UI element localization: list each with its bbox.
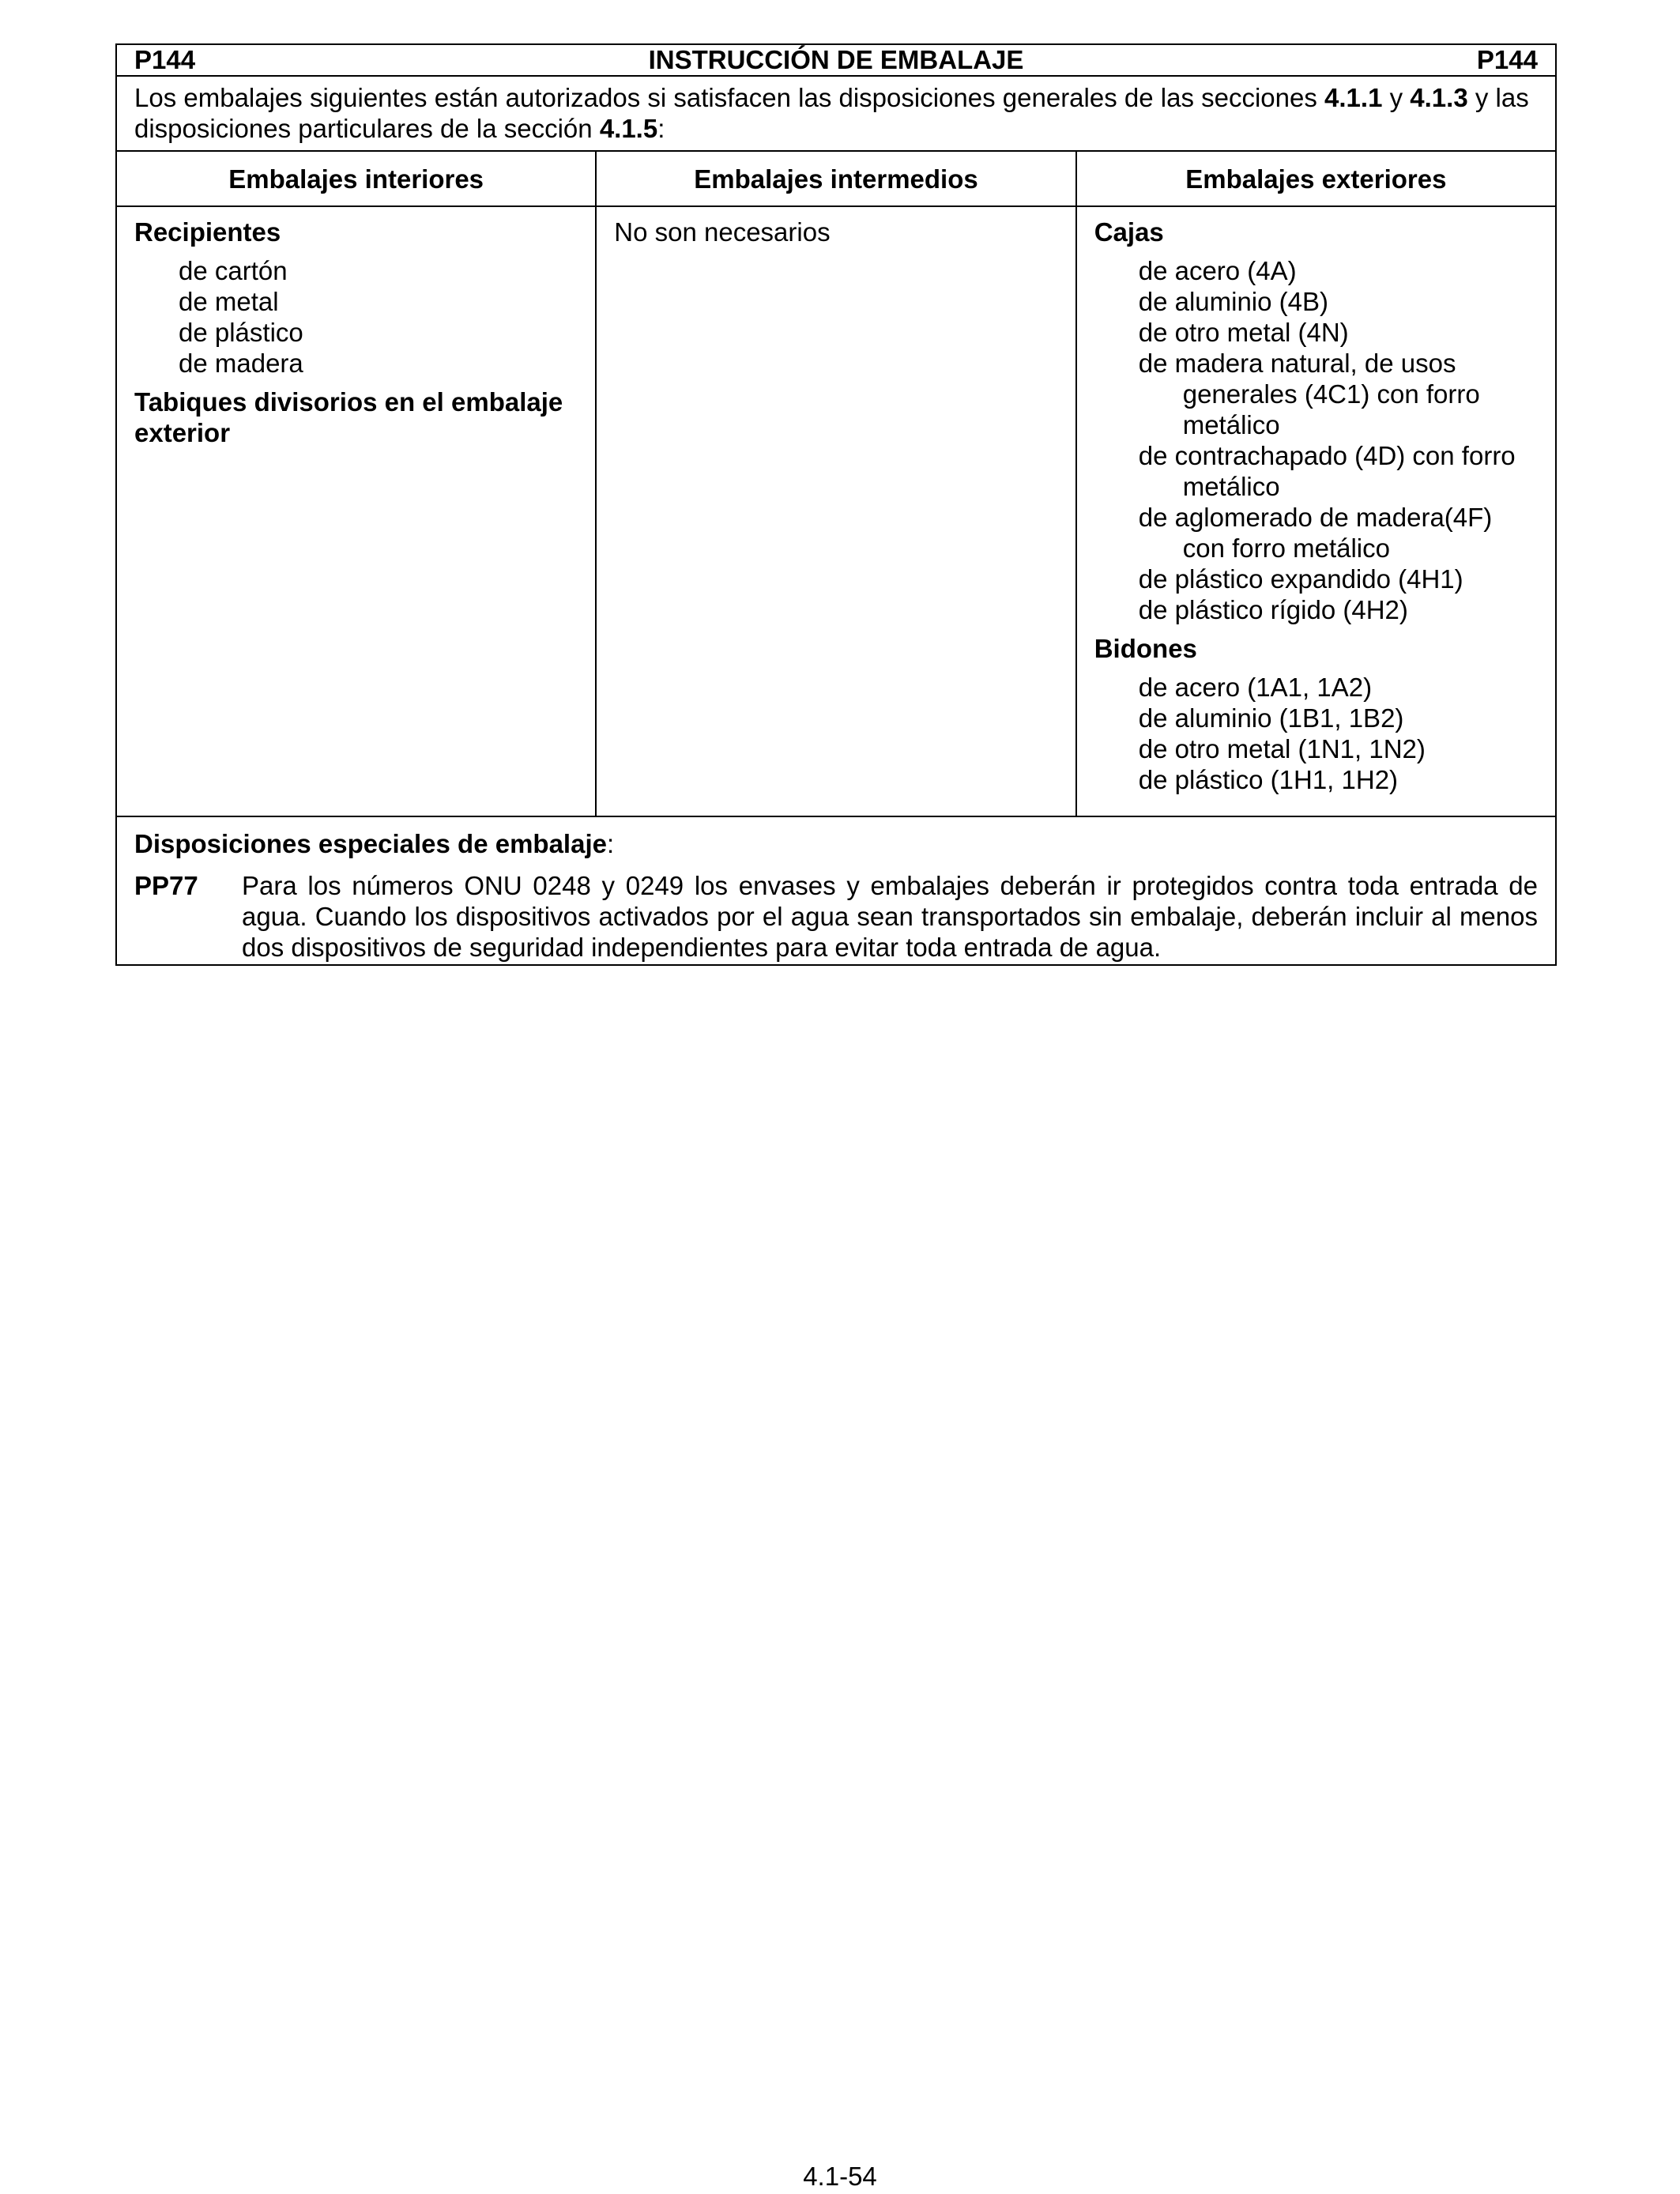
title-bar xyxy=(117,45,1555,75)
section-ref: 4.1.5 xyxy=(599,114,658,143)
list-item: de acero (1A1, 1A2) xyxy=(1138,673,1373,702)
provision-code: PP77 xyxy=(134,871,198,900)
list-item: de aluminio (1B1, 1B2) xyxy=(1138,703,1404,733)
col-header-intermediate: Embalajes intermedios xyxy=(596,151,1075,206)
list-item: de otro metal (1N1, 1N2) xyxy=(1138,734,1426,763)
section-ref: 4.1.1 xyxy=(1324,83,1383,112)
special-provisions-row xyxy=(116,816,1556,965)
not-required-text: No son necesarios xyxy=(614,217,831,247)
list-item: de otro metal (4N) xyxy=(1138,318,1349,347)
list-item: de plástico rígido (4H2) xyxy=(1138,595,1408,624)
title-row xyxy=(116,44,1556,76)
content-row xyxy=(116,206,1556,816)
provision-pp77 xyxy=(134,870,1538,963)
list-item: de plástico expandido (4H1) xyxy=(1138,564,1463,594)
group-title: Cajas xyxy=(1094,217,1164,247)
intermediate-packagings-cell xyxy=(596,206,1075,816)
outer-packagings-cell xyxy=(1076,206,1556,816)
list-item: de plástico (1H1, 1H2) xyxy=(1138,765,1399,794)
inner-packagings-cell xyxy=(116,206,596,816)
column-header-row xyxy=(116,151,1556,206)
intro-paragraph: Los embalajes siguientes están autorizados si satisfacen las disposiciones generales de las secciones 4.1.1 y 4.1.3 y las disposiciones particulares de la sección 4.1.5: xyxy=(116,76,1556,151)
instruction-code-left: P144 xyxy=(134,45,196,74)
section-ref: 4.1.3 xyxy=(1410,83,1468,112)
list-item: de metal xyxy=(179,287,279,316)
group-title: Tabiques divisorios en el embalaje exterior xyxy=(134,387,563,447)
list-item: de madera xyxy=(179,349,303,378)
group-title: Bidones xyxy=(1094,634,1197,663)
list-item: de plástico xyxy=(179,318,303,347)
instruction-code-right: P144 xyxy=(1476,45,1538,74)
page-number: 4.1-54 xyxy=(803,2162,877,2191)
intro-row xyxy=(116,76,1556,151)
special-provisions-cell xyxy=(116,816,1556,965)
packing-instruction-table xyxy=(115,43,1557,966)
list-item: de aglomerado de madera(4F) con forro metálico xyxy=(1138,503,1493,563)
instruction-title: INSTRUCCIÓN DE EMBALAJE xyxy=(648,45,1024,74)
special-provisions-heading: Disposiciones especiales de embalaje: xyxy=(134,829,615,858)
provision-text: Para los números ONU 0248 y 0249 los envases y embalajes deberán ir protegidos contra toda entrada de agua. Cuando los dispositivos activados por el agua sean transportados sin embalaje, deberán incluir al menos dos dispositivos de seguridad independientes para evitar toda entrada de agua. xyxy=(242,871,1538,962)
list-item: de cartón xyxy=(179,256,288,285)
col-header-inner: Embalajes interiores xyxy=(116,151,596,206)
list-item: de acero (4A) xyxy=(1138,256,1297,285)
list-item: de aluminio (4B) xyxy=(1138,287,1328,316)
list-item: de madera natural, de usos generales (4C1) con forro metálico xyxy=(1138,349,1480,439)
col-header-outer: Embalajes exteriores xyxy=(1076,151,1556,206)
list-item: de contrachapado (4D) con forro metálico xyxy=(1138,441,1516,501)
group-title: Recipientes xyxy=(134,217,281,247)
